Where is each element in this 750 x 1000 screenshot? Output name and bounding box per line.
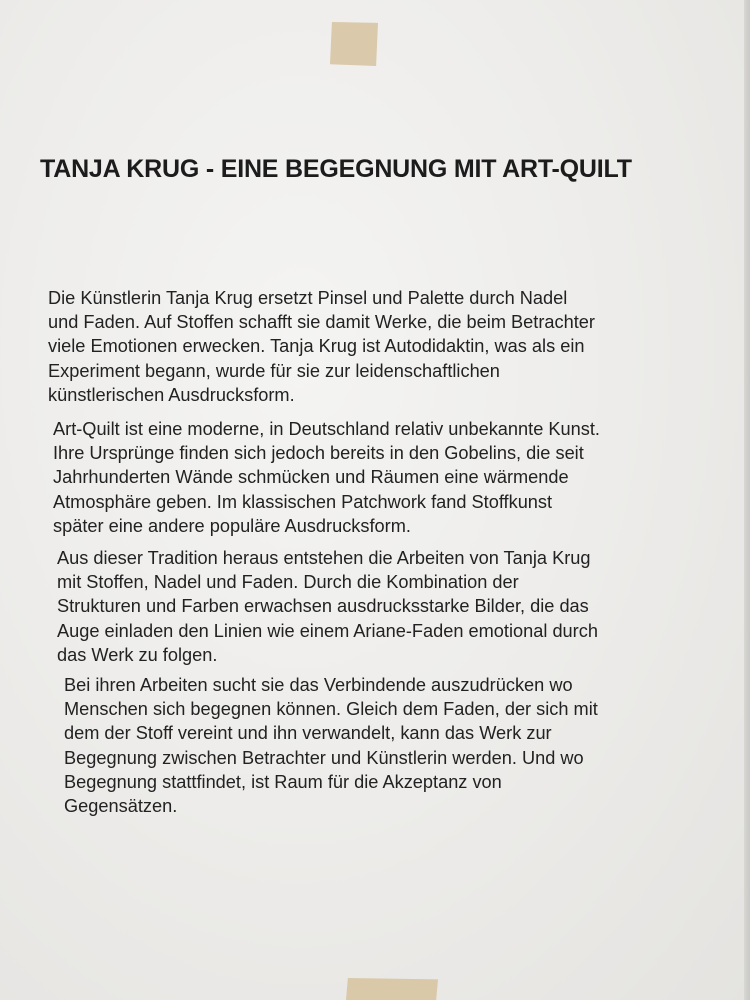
paragraph-4	[64, 673, 598, 818]
text-line: und Faden. Auf Stoffen schafft sie damit Werke, die beim Betrachter	[48, 312, 595, 333]
paragraph-2	[53, 417, 600, 538]
text-line: Ihre Ursprünge finden sich jedoch bereits in den Gobelins, die seit	[53, 443, 584, 464]
text-line: Die Künstlerin Tanja Krug ersetzt Pinsel und Palette durch Nadel	[48, 288, 568, 308]
text-line: Aus dieser Tradition heraus entstehen die Arbeiten von Tanja Krug	[57, 548, 591, 568]
paragraph-1	[48, 286, 595, 407]
paragraph-3	[57, 546, 598, 667]
text-line: künstlerischen Ausdrucksform.	[48, 384, 295, 405]
text-line: Atmosphäre geben. Im klassischen Patchwork fand Stoffkunst	[53, 491, 553, 512]
text-line: dem der Stoff vereint und ihn verwandelt, kann das Werk zur	[64, 723, 552, 744]
tape-strip-bottom	[346, 978, 438, 1000]
text-line: Art-Quilt ist eine moderne, in Deutschland relativ unbekannte Kunst.	[53, 419, 600, 439]
text-line: Auge einladen den Linien wie einem Ariane-Faden emotional durch	[57, 620, 598, 641]
text-line: mit Stoffen, Nadel und Faden. Durch die Kombination der	[57, 572, 519, 593]
document-title: TANJA KRUG - EINE BEGEGNUNG MIT ART-QUILT	[40, 154, 632, 183]
paper-edge	[744, 0, 750, 1000]
text-line: Gegensätzen.	[64, 796, 178, 817]
text-line: Begegnung stattfindet, ist Raum für die Akzeptanz von	[64, 771, 502, 792]
text-line: Jahrhunderten Wände schmücken und Räumen eine wärmende	[53, 467, 569, 488]
text-line: später eine andere populäre Ausdrucksform.	[53, 515, 411, 536]
text-line: Begegnung zwischen Betrachter und Künstlerin werden. Und wo	[64, 747, 584, 768]
text-line: Strukturen und Farben erwachsen ausdrucksstarke Bilder, die das	[57, 596, 589, 617]
tape-strip-top	[330, 22, 378, 66]
text-line: viele Emotionen erwecken. Tanja Krug ist Autodidaktin, was als ein	[48, 336, 585, 357]
text-line: das Werk zu folgen.	[57, 644, 218, 665]
text-line: Experiment begann, wurde für sie zur leidenschaftlichen	[48, 360, 500, 381]
text-line: Menschen sich begegnen können. Gleich dem Faden, der sich mit	[64, 699, 598, 720]
text-line: Bei ihren Arbeiten sucht sie das Verbindende auszudrücken wo	[64, 675, 573, 695]
